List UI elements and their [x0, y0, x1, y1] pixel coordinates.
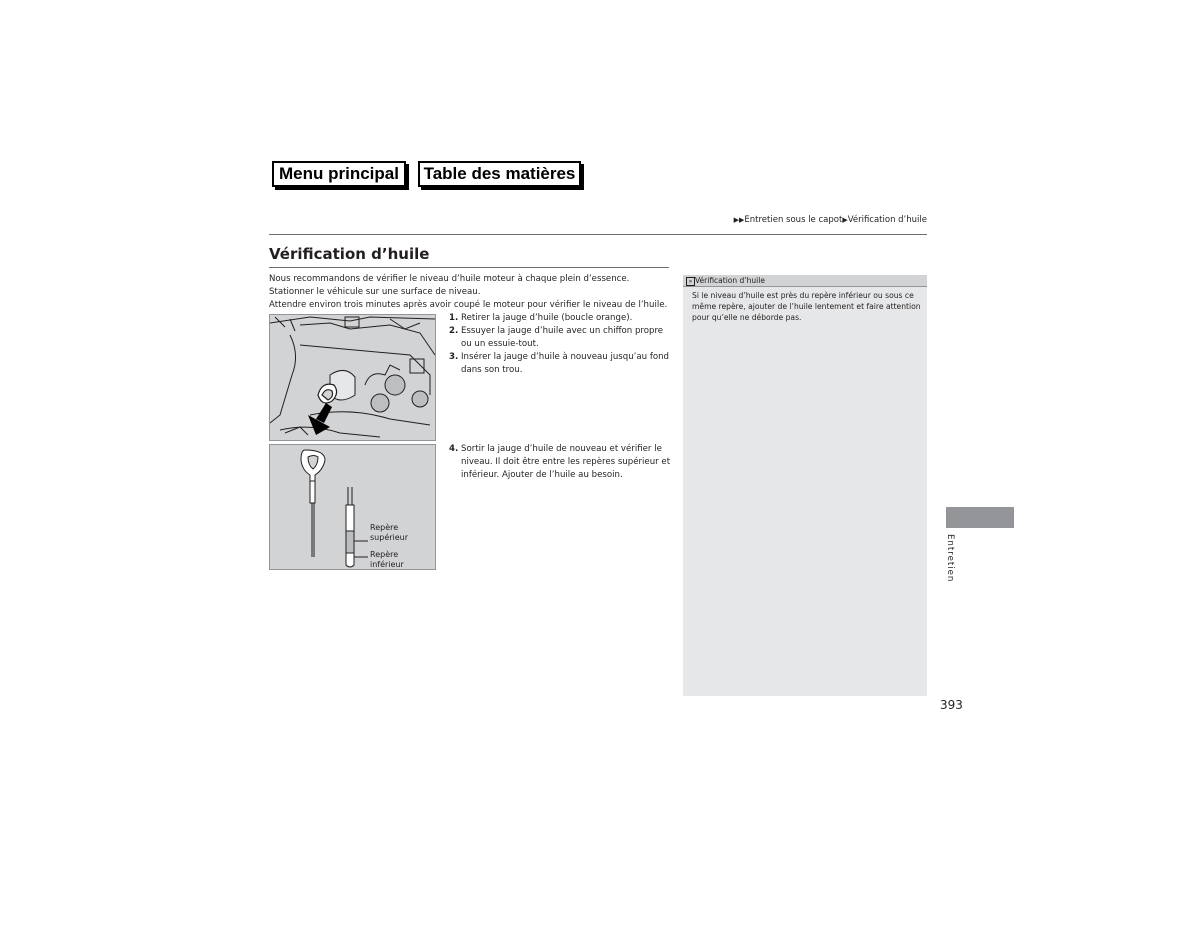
menu-principal-button[interactable]: Menu principal — [272, 161, 406, 187]
page-title: Vérification d’huile — [269, 245, 430, 263]
note-heading: » Vérification d’huile — [686, 275, 765, 286]
step-item: 4. Sortir la jauge d’huile de nouveau et vérifier le niveau. Il doit être entre les repères supérieur et inférieur. Ajouter de l’huile au besoin. — [449, 444, 671, 480]
header-rule — [269, 234, 927, 235]
steps-list-1 — [449, 312, 671, 377]
breadcrumb — [734, 215, 927, 225]
oil-dipstick-loop — [318, 384, 337, 403]
intro-paragraph-2: Stationner le véhicule sur une surface de niveau. — [269, 287, 481, 297]
step-item: 3. Insérer la jauge d’huile à nouveau jusqu’au fond dans son trou. — [449, 352, 670, 375]
intro-paragraph-3: Attendre environ trois minutes après avoir coupé le moteur pour vérifier le niveau de l’huile. — [269, 300, 668, 310]
title-rule — [269, 267, 669, 268]
steps-list-2 — [449, 443, 671, 482]
breadcrumb-arrow-icon: ▶ — [842, 216, 848, 224]
intro-paragraph-1: Nous recommandons de vérifier le niveau d’huile moteur à chaque plein d’essence. — [269, 274, 630, 284]
section-tab-marker — [946, 507, 1014, 528]
upper-mark-label: Repère supérieur — [370, 523, 409, 542]
note-body: Si le niveau d’huile est près du repère inférieur ou sous ce même repère, ajouter de l’huile lentement et faire attention pour qu’elle ne déborde pas. — [692, 291, 921, 322]
engine-bay-illustration — [269, 314, 436, 441]
page-number: 393 — [940, 698, 963, 712]
breadcrumb-arrow-icon: ▶▶ — [733, 216, 745, 224]
engine-bay-drawing — [270, 315, 436, 441]
dipstick-illustration — [269, 444, 436, 570]
note-panel — [683, 275, 927, 696]
section-tab-label: Entretien — [945, 534, 955, 583]
note-icon: » — [686, 277, 695, 286]
breadcrumb-level1[interactable]: Entretien sous le capot — [744, 215, 843, 225]
step-item: 1. Retirer la jauge d’huile (boucle orange). — [449, 313, 633, 323]
dipstick-drawing — [270, 445, 436, 570]
step-item: 2. Essuyer la jauge d’huile avec un chiffon propre ou un essuie-tout. — [449, 326, 664, 349]
table-des-matieres-button[interactable]: Table des matières — [418, 161, 581, 187]
breadcrumb-level2: Vérification d’huile — [847, 215, 927, 225]
lower-mark-label: Repère inférieur — [370, 550, 404, 569]
